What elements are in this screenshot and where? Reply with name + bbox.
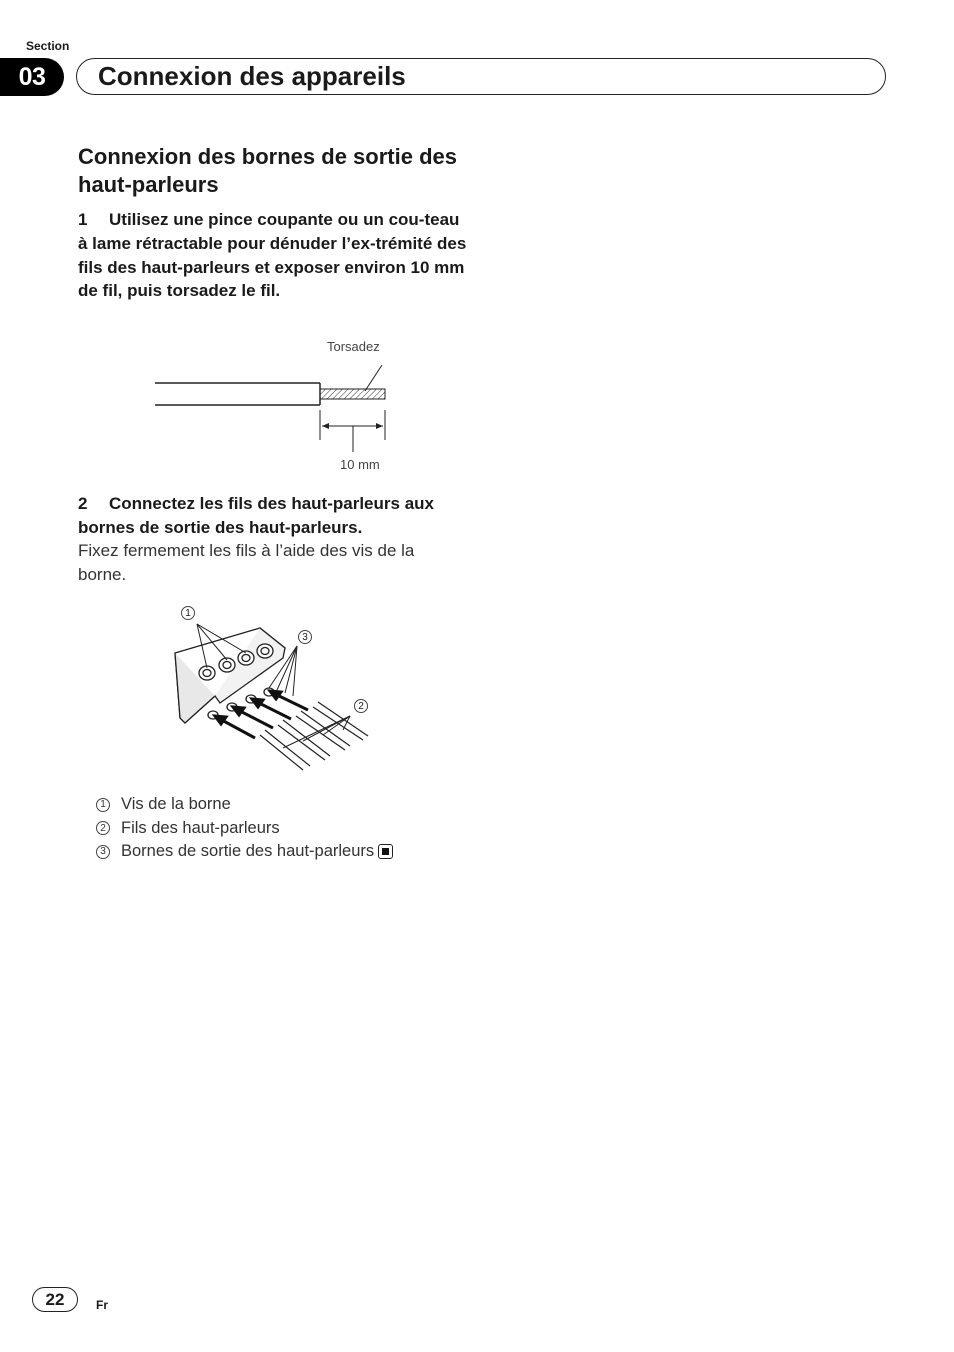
legend-item — [96, 793, 393, 817]
legend-text: Fils des haut-parleurs — [121, 818, 280, 837]
step-2-text: Connectez les fils des haut-parleurs aux bornes de sortie des haut-parleurs. — [78, 494, 434, 537]
callout-3: 3 — [298, 630, 312, 644]
language-code: Fr — [96, 1298, 108, 1312]
insertion-arrows — [215, 691, 308, 738]
step-2-number: 2 — [78, 494, 88, 513]
legend-text: Vis de la borne — [121, 795, 231, 813]
step-2-body: Fixez fermement les fils à l’aide des vis de la borne. — [78, 541, 415, 584]
twist-leader-line — [365, 365, 382, 391]
wire-insulation — [155, 383, 320, 405]
end-of-section-icon — [378, 844, 393, 859]
legend-item — [96, 817, 393, 841]
callout-2: 2 — [354, 699, 368, 713]
step-1-text: Utilisez une pince coupante ou un cou-teau à lame rétractable pour dénuder l’ex-trémité des fils des haut-parleurs et exposer environ 10 mm de fil, puis torsadez le fil. — [78, 210, 467, 301]
twisted-wire-core — [320, 389, 385, 399]
step-1 — [78, 208, 470, 303]
section-heading: Connexion des bornes de sortie des haut-parleurs — [78, 144, 457, 197]
step-1-number: 1 — [78, 210, 88, 229]
legend-number: 3 — [96, 845, 110, 859]
legend-text: Bornes de sortie des haut-parleurs — [121, 842, 375, 860]
callout-1: 1 — [181, 606, 195, 620]
legend-number: 2 — [96, 821, 110, 835]
length-dimension — [320, 410, 385, 452]
legend-number: 1 — [96, 798, 110, 812]
step-2 — [78, 492, 470, 540]
figure-label-length: 10 mm — [340, 457, 380, 472]
speaker-terminal-diagram — [165, 598, 385, 783]
section-label: Section — [26, 39, 70, 53]
legend-item — [96, 840, 393, 864]
wire-stripping-diagram — [150, 355, 400, 455]
page-number: 22 — [32, 1287, 78, 1312]
section-number-badge: 03 — [0, 58, 64, 96]
figure-legend — [96, 793, 393, 864]
figure-label-twist: Torsadez — [327, 339, 380, 354]
chapter-title: Connexion des appareils — [98, 61, 406, 91]
